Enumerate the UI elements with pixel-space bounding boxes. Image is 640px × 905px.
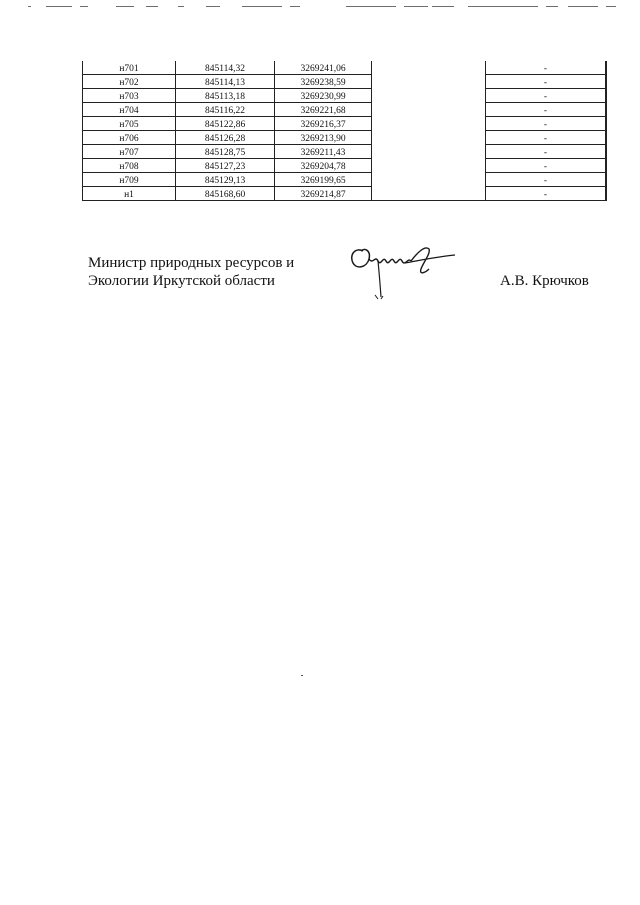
signatory-title-line-2: Экологии Иркутской области <box>88 273 275 289</box>
cell-dash: - <box>486 117 607 131</box>
table-row <box>83 117 607 131</box>
scan-noise-mark <box>546 6 558 7</box>
cell-x-coordinate: 845127,23 <box>176 159 275 173</box>
cell-dash: - <box>486 187 607 201</box>
scan-noise-mark <box>290 6 300 7</box>
signatory-title <box>88 254 294 290</box>
scan-noise-mark <box>346 6 396 7</box>
cell-x-coordinate: 845114,32 <box>176 61 275 75</box>
handwritten-signature <box>345 237 460 305</box>
cell-empty <box>372 103 486 117</box>
cell-x-coordinate: 845114,13 <box>176 75 275 89</box>
scan-noise-mark <box>432 6 454 7</box>
cell-empty <box>372 75 486 89</box>
scan-noise-mark <box>468 6 538 7</box>
table-row <box>83 103 607 117</box>
cell-dash: - <box>486 159 607 173</box>
scan-noise-mark <box>606 6 616 7</box>
cell-x-coordinate: 845168,60 <box>176 187 275 201</box>
cell-empty <box>372 173 486 187</box>
scan-noise-mark <box>242 6 282 7</box>
cell-y-coordinate: 3269199,65 <box>275 173 372 187</box>
cell-y-coordinate: 3269238,59 <box>275 75 372 89</box>
cell-point-number: н709 <box>83 173 176 187</box>
scan-noise-mark <box>206 6 220 7</box>
scan-noise-mark <box>404 6 428 7</box>
cell-point-number: н702 <box>83 75 176 89</box>
scan-noise-mark <box>80 6 88 7</box>
cell-y-coordinate: 3269230,99 <box>275 89 372 103</box>
table-row <box>83 89 607 103</box>
cell-point-number: н706 <box>83 131 176 145</box>
cell-x-coordinate: 845113,18 <box>176 89 275 103</box>
cell-empty <box>372 159 486 173</box>
scan-noise-mark <box>46 6 72 7</box>
table-row <box>83 75 607 89</box>
cell-point-number: н707 <box>83 145 176 159</box>
cell-point-number: н1 <box>83 187 176 201</box>
cell-x-coordinate: 845116,22 <box>176 103 275 117</box>
cell-y-coordinate: 3269211,43 <box>275 145 372 159</box>
table-row <box>83 145 607 159</box>
cell-y-coordinate: 3269216,37 <box>275 117 372 131</box>
cell-empty <box>372 187 486 201</box>
cell-point-number: н708 <box>83 159 176 173</box>
cell-x-coordinate: 845122,86 <box>176 117 275 131</box>
cell-dash: - <box>486 145 607 159</box>
table-row <box>83 131 607 145</box>
scan-noise-mark <box>116 6 134 7</box>
cell-dash: - <box>486 89 607 103</box>
coordinates-table <box>82 61 607 201</box>
cell-y-coordinate: 3269204,78 <box>275 159 372 173</box>
cell-y-coordinate: 3269221,68 <box>275 103 372 117</box>
cell-dash: - <box>486 173 607 187</box>
cell-x-coordinate: 845129,13 <box>176 173 275 187</box>
cell-x-coordinate: 845128,75 <box>176 145 275 159</box>
cell-point-number: н704 <box>83 103 176 117</box>
table-row <box>83 173 607 187</box>
scan-noise-mark <box>178 6 184 7</box>
table-row <box>83 187 607 201</box>
cell-dash: - <box>486 75 607 89</box>
signatory-title-line-1: Министр природных ресурсов и <box>88 255 295 271</box>
cell-dash: - <box>486 103 607 117</box>
cell-y-coordinate: 3269214,87 <box>275 187 372 201</box>
cell-point-number: н705 <box>83 117 176 131</box>
table-row <box>83 159 607 173</box>
scan-noise-mark <box>146 6 158 7</box>
scan-noise-mark <box>28 6 31 7</box>
cell-empty <box>372 145 486 159</box>
cell-dash: - <box>486 131 607 145</box>
scan-noise-mark <box>568 6 598 7</box>
cell-y-coordinate: 3269241,06 <box>275 61 372 75</box>
cell-point-number: н701 <box>83 61 176 75</box>
scan-artifact-strip <box>28 6 618 9</box>
cell-empty <box>372 89 486 103</box>
cell-y-coordinate: 3269213,90 <box>275 131 372 145</box>
table-row <box>83 61 607 75</box>
cell-empty <box>372 131 486 145</box>
cell-point-number: н703 <box>83 89 176 103</box>
cell-empty <box>372 61 486 75</box>
scan-speck <box>301 675 303 676</box>
signatory-name: А.В. Крючков <box>500 273 589 289</box>
cell-empty <box>372 117 486 131</box>
cell-dash: - <box>486 61 607 75</box>
cell-x-coordinate: 845126,28 <box>176 131 275 145</box>
